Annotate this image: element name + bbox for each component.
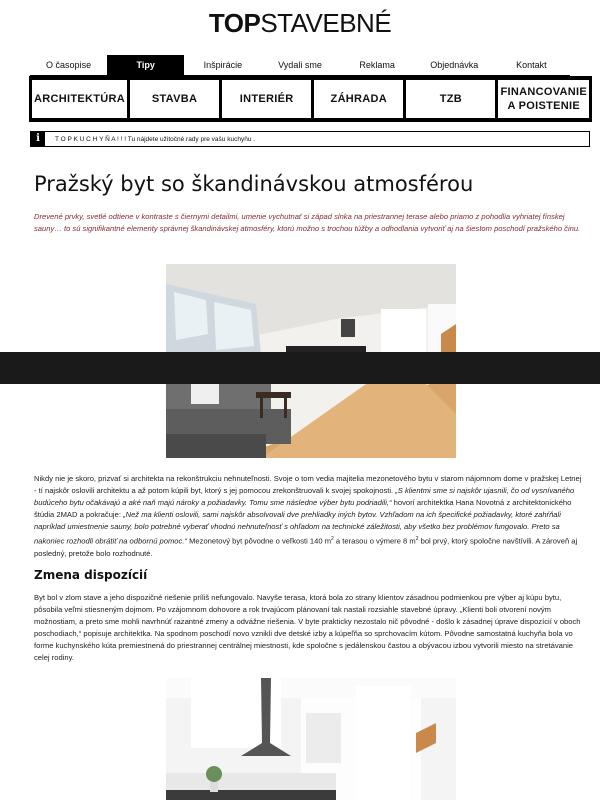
- paragraph-text: hovorí architektka Hana Novotná z architektonického štúdia 2MAD a pokračuje:: [34, 498, 572, 520]
- category-tzb[interactable]: TZB: [406, 80, 495, 118]
- nav-objednavka[interactable]: Objednávka: [430, 60, 479, 70]
- nav-tipy[interactable]: Tipy: [107, 55, 184, 75]
- nav-reklama[interactable]: Reklama: [359, 60, 395, 70]
- article-paragraph-2: Byt bol v zlom stave a jeho dispozičné riešenie príliš nefungovalo. Navyše terasa, ktorá bola zo strany klientov zásadnou podmienkou pre výber aj kúpu bytu, pôsobila veľmi stiesneným dojmom. Po vzájomnom dohovore a rok trvajúcom plánovaní tak nastali rozsiahle stavebné úpravy. „Klienti boli otvorení novým možnostiam, a preto sme mohli navrhnúť razantné zmeny a odvážne riešenia. V byte prakticky nezostalo nič pôvodné - došlo k zásadnej úprave dispozícií v oboch poschodiach,“ popisuje architektka. Na spodnom poschodí novo vznikli dve detské izby a kúpeľňa so sprchovacím kútom. Pôvodne samostatná kuchyňa bola vo forme kuchynského kúta premiestnená do priestrannej centrálnej miestnosti, kde spoločne s jedálenskou častou a obývacou izbou vytvorili miesto na stretávanie celej rodiny.: [34, 593, 581, 663]
- nav-vydali-sme[interactable]: Vydali sme: [278, 60, 322, 70]
- section-heading: Zmena dispozícií: [34, 568, 148, 582]
- article-paragraph-1: [34, 473, 582, 560]
- kitchen-illustration: [166, 678, 456, 800]
- overlay-bar: [0, 352, 600, 384]
- nav-inspiracie[interactable]: Inšpirácie: [203, 60, 243, 70]
- category-architektura[interactable]: ARCHITEKTÚRA: [32, 80, 127, 118]
- paragraph-text: Mezonetový byt pôvodne o veľkosti 140 m: [186, 537, 332, 546]
- superscript: 2: [331, 536, 334, 543]
- site-logo[interactable]: [0, 8, 600, 39]
- quote-text: „Než ma klienti oslovili, sami najskôr absolvovali dve prehliadky iných bytov. Vzhľadom na ich špecifické požiadavky, ktoré zahŕňali napríklad umiestnenie sauny, bolo potrebné vyberať vhodnú nehnuteľnosť s ohľadom na technické záležitosti, aby všetko bez problémov fungovalo. Preto sa nakoniec rozhodli obrátiť na odbornú pomoc.“: [34, 510, 561, 546]
- info-icon: i: [31, 132, 45, 146]
- top-navigation: [30, 55, 570, 77]
- logo-thin: STAVEBNÉ: [260, 8, 392, 38]
- logo-bold: TOP: [208, 8, 261, 38]
- superscript: 2: [415, 536, 419, 543]
- paragraph-text: bol prvý, ktorý spoločne navštívili. A zároveň aj posledný, pretože bolo rozhodnuté.: [34, 537, 578, 559]
- category-financovanie[interactable]: FINANCOVANIE A POISTENIE: [498, 80, 589, 118]
- article-lead: Drevené prvky, svetlé odtiene v kontraste s čiernymi detailmi, umenie vychutnať si západ slnka na priestrannej terase alebo priamo z pohodlia vyhriatej fínskej sauny… to sú signifikantné elementy správnej škandinávskej atmosféry, ktorú možno s trochou túžby a odhodlania vytvoriť aj na šiestom poschodí pražského činu.: [34, 212, 581, 233]
- notice-ticker[interactable]: [30, 131, 590, 147]
- quote-text: „S klientmi sme si najskôr ujasnili, čo od vysnívaného budúceho bytu očakávajú a aké naň majú nároky a požiadavky. Tomu sme následne výber bytu podriadili,“: [34, 486, 575, 508]
- paragraph-text: Nikdy nie je skoro, prizvať si architekta na rekonštrukciu nehnuteľnosti. Svoje o tom vedia majitelia mezonetového bytu v starom nájomnom dome v pražskej Letnej - tí najskôr oslovili architektu a až potom kúpili byt, ktorý s jej pomocou zrekonštruovali k svojej spokojnosti.: [34, 474, 582, 496]
- nav-kontakt[interactable]: Kontakt: [516, 60, 547, 70]
- category-zahrada[interactable]: ZÁHRADA: [314, 80, 403, 118]
- category-navigation: [29, 76, 592, 122]
- category-stavba[interactable]: STAVBA: [130, 80, 219, 118]
- article-title: Pražský byt so škandinávskou atmosférou: [34, 172, 474, 196]
- notice-text[interactable]: T O P K U C H Y Ň A ! ! ! Tu nájdete užitočné rady pre vašu kuchyňu .: [55, 135, 256, 143]
- category-interier[interactable]: INTERIÉR: [222, 80, 311, 118]
- kitchen-photo: [166, 678, 456, 800]
- paragraph-text: a terasou o výmere 8 m: [333, 537, 416, 546]
- nav-o-casopise[interactable]: O časopise: [46, 60, 92, 70]
